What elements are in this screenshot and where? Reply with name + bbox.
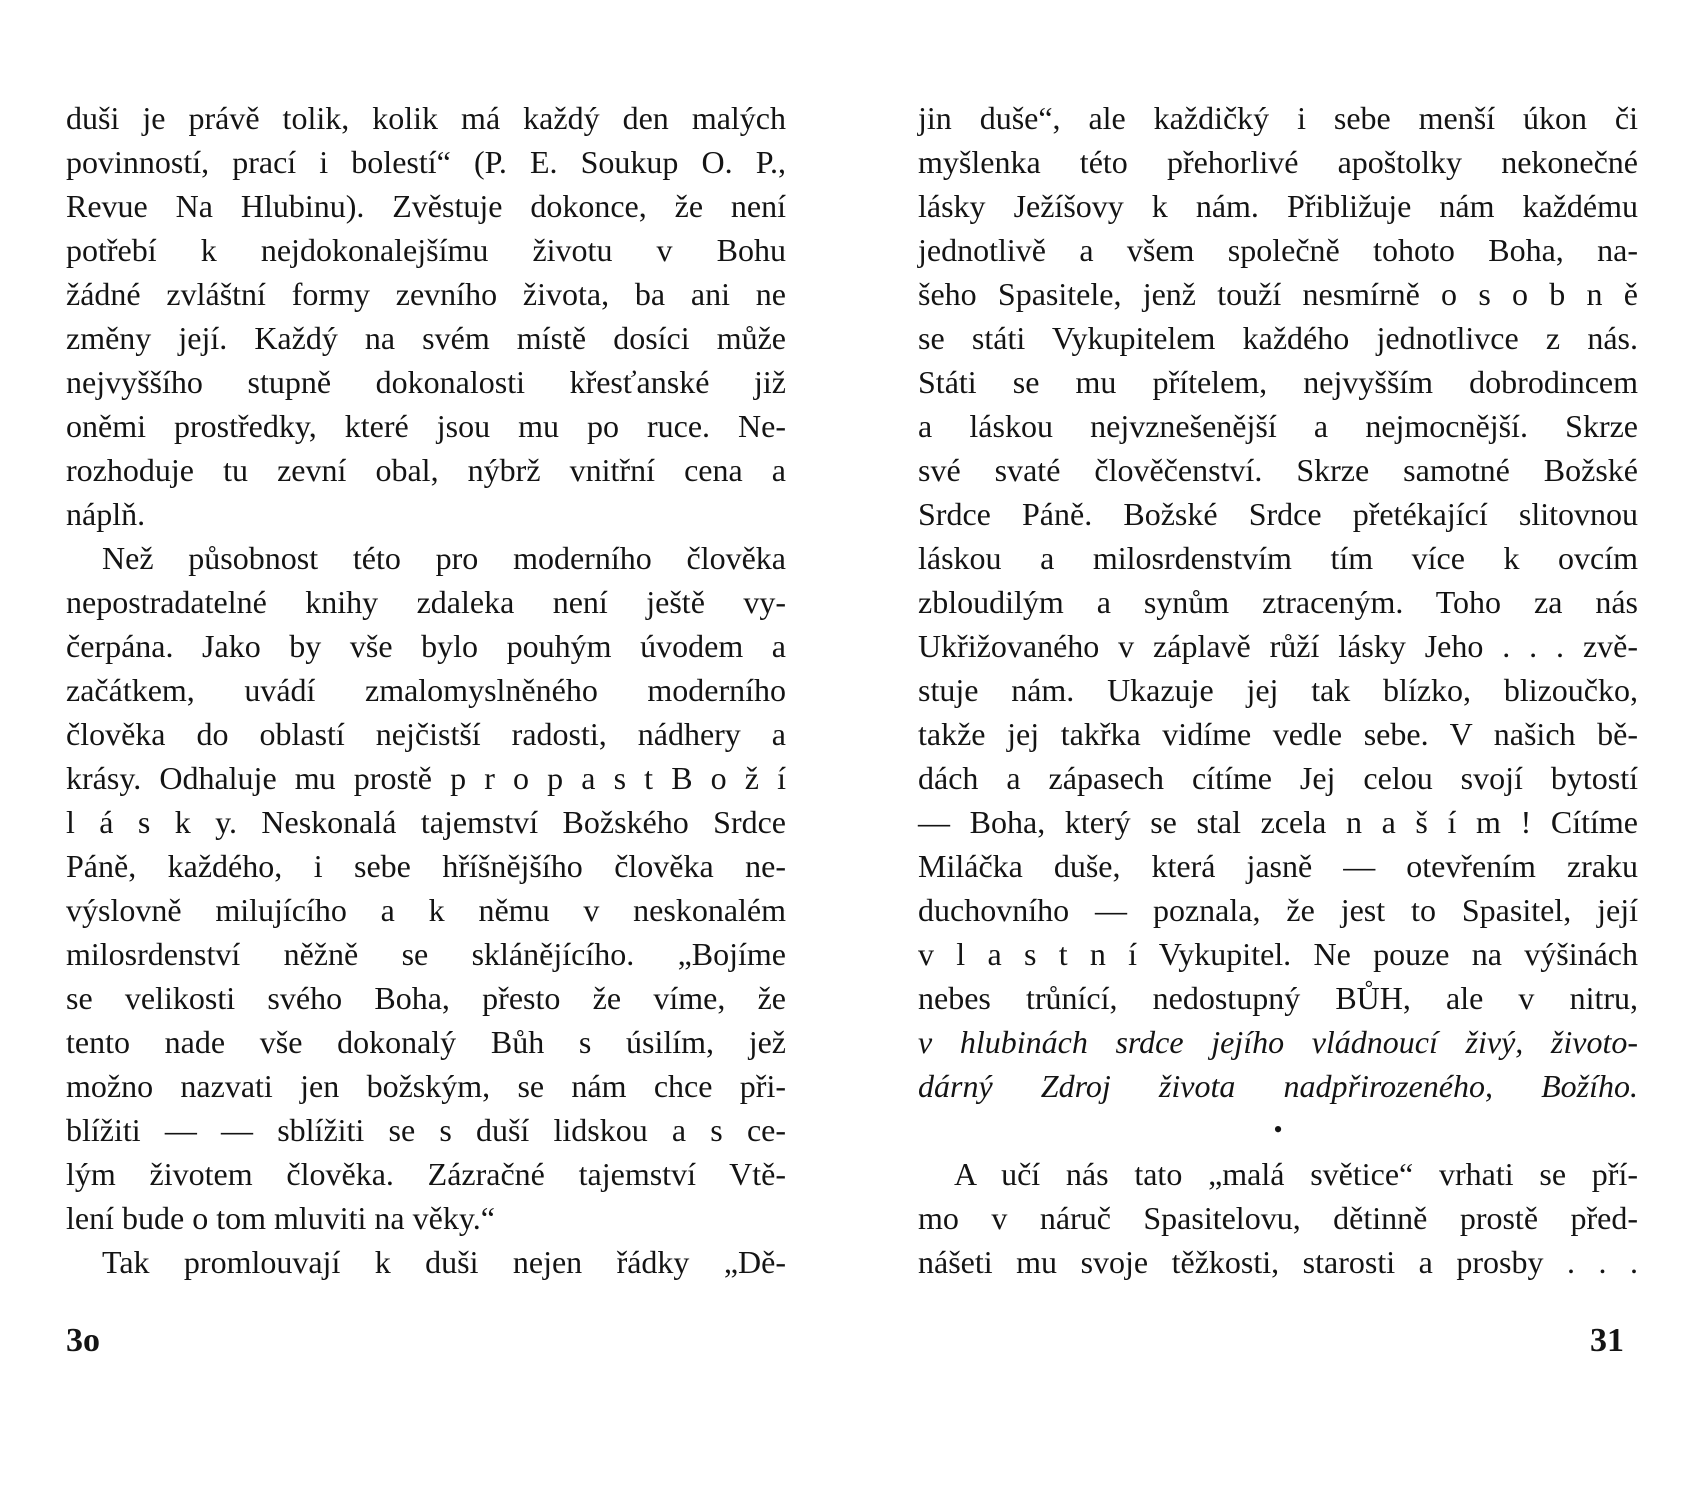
text-line: začátkem, uvádí zmalomyslněného moderního (66, 672, 786, 708)
text-line: lení bude o tom mluviti na věky.“ (66, 1200, 495, 1236)
text-line: změny její. Každý na svém místě dosíci může (66, 320, 786, 356)
text-line: milosrdenství něžně se sklánějícího. „Bojíme (66, 936, 786, 972)
text-line: Páně, každého, i sebe hříšnějšího člověka ne- (66, 848, 786, 884)
text-line: výslovně milujícího a k němu v neskonalém (66, 892, 786, 928)
text-line: A učí nás tato „malá světice“ vrhati se pří- (954, 1156, 1638, 1192)
text-line: jin duše“, ale každičký i sebe menší úkon či (918, 100, 1638, 136)
text-line: možno nazvati jen božským, se nám chce při- (66, 1068, 786, 1104)
text-line: Tak promlouvají k duši nejen řádky „Dě- (102, 1244, 786, 1280)
text-line: čerpána. Jako by vše bylo pouhým úvodem a (66, 628, 786, 664)
text-line: nejvyššího stupně dokonalosti křesťanské již (66, 364, 786, 400)
text-line: Srdce Páně. Božské Srdce přetékající slitovnou (918, 496, 1638, 532)
text-line: se velikosti svého Boha, přesto že víme, že (66, 980, 786, 1016)
text-line: v hlubinách srdce jejího vládnoucí živý, životo- (918, 1024, 1638, 1060)
text-line: dárný Zdroj života nadpřirozeného, Božího. (918, 1068, 1638, 1104)
text-line: své svaté člověčenství. Skrze samotné Božské (918, 452, 1638, 488)
left-page (66, 96, 786, 1284)
text-line: stuje nám. Ukazuje jej tak blízko, blizoučko, (918, 672, 1638, 708)
text-line: blížiti — — sblížiti se s duší lidskou a s ce- (66, 1112, 786, 1148)
text-line: náplň. (66, 496, 146, 532)
text-line: oněmi prostředky, které jsou mu po ruce. Ne- (66, 408, 786, 444)
text-line: Než působnost této pro moderního člověka (102, 540, 786, 576)
text-line: dách a zápasech cítíme Jej celou svojí bytostí (918, 760, 1638, 796)
text-line: rozhoduje tu zevní obal, nýbrž vnitřní cena a (66, 452, 786, 488)
text-line: šeho Spasitele, jenž touží nesmírně o s o b n ě (918, 276, 1638, 312)
text-line: zbloudilým a synům ztraceným. Toho za nás (918, 584, 1638, 620)
text-line: krásy. Odhaluje mu prostě p r o p a s t B o ž í (66, 760, 786, 796)
text-line: nebes trůnící, nedostupný BŮH, ale v nitru, (918, 980, 1638, 1016)
text-line: nepostradatelné knihy zdaleka není ještě vy- (66, 584, 786, 620)
text-line: se státi Vykupitelem každého jednotlivce z nás. (918, 320, 1638, 356)
text-line: myšlenka této přehorlivé apoštolky nekonečné (918, 144, 1638, 180)
text-line: takže jej takřka vidíme vedle sebe. V našich bě- (918, 716, 1638, 752)
text-line: jednotlivě a všem společně tohoto Boha, na- (918, 232, 1638, 268)
section-ornament: • (1273, 1115, 1283, 1144)
text-line: Státi se mu přítelem, nejvyšším dobrodincem (918, 364, 1638, 400)
text-line: potřebí k nejdokonalejšímu životu v Bohu (66, 232, 786, 268)
text-line: mo v náruč Spasitelovu, dětinně prostě před- (918, 1200, 1638, 1236)
text-line: — Boha, který se stal zcela n a š í m ! Cítíme (918, 804, 1638, 840)
page-number-right: 31 (1590, 1322, 1624, 1359)
text-line: a láskou nejvznešenější a nejmocnější. Skrze (918, 408, 1638, 444)
page-number-left: 3o (66, 1322, 100, 1359)
text-line: lým životem člověka. Zázračné tajemství Vtě- (66, 1156, 786, 1192)
text-line: duchovního — poznala, že jest to Spasitel, její (918, 892, 1638, 928)
text-line: Revue Na Hlubinu). Zvěstuje dokonce, že není (66, 188, 786, 224)
text-line: žádné zvláštní formy zevního života, ba ani ne (66, 276, 786, 312)
text-line: nášeti mu svoje těžkosti, starosti a prosby . . . (918, 1244, 1638, 1280)
text-line: láskou a milosrdenstvím tím více k ovcím (918, 540, 1638, 576)
text-line: v l a s t n í Vykupitel. Ne pouze na výšinách (918, 936, 1638, 972)
right-page (918, 96, 1638, 1284)
text-line: povinností, prací i bolestí“ (P. E. Soukup O. P., (66, 144, 786, 180)
text-line: člověka do oblastí nejčistší radosti, nádhery a (66, 716, 786, 752)
text-line: duši je právě tolik, kolik má každý den malých (66, 100, 786, 136)
text-line: l á s k y. Neskonalá tajemství Božského Srdce (66, 804, 786, 840)
text-line: lásky Ježíšovy k nám. Přibližuje nám každému (918, 188, 1638, 224)
text-line: tento nade vše dokonalý Bůh s úsilím, jež (66, 1024, 786, 1060)
text-line: Miláčka duše, která jasně — otevřením zraku (918, 848, 1638, 884)
text-line: Ukřižovaného v záplavě růží lásky Jeho . . . zvě- (918, 628, 1638, 664)
